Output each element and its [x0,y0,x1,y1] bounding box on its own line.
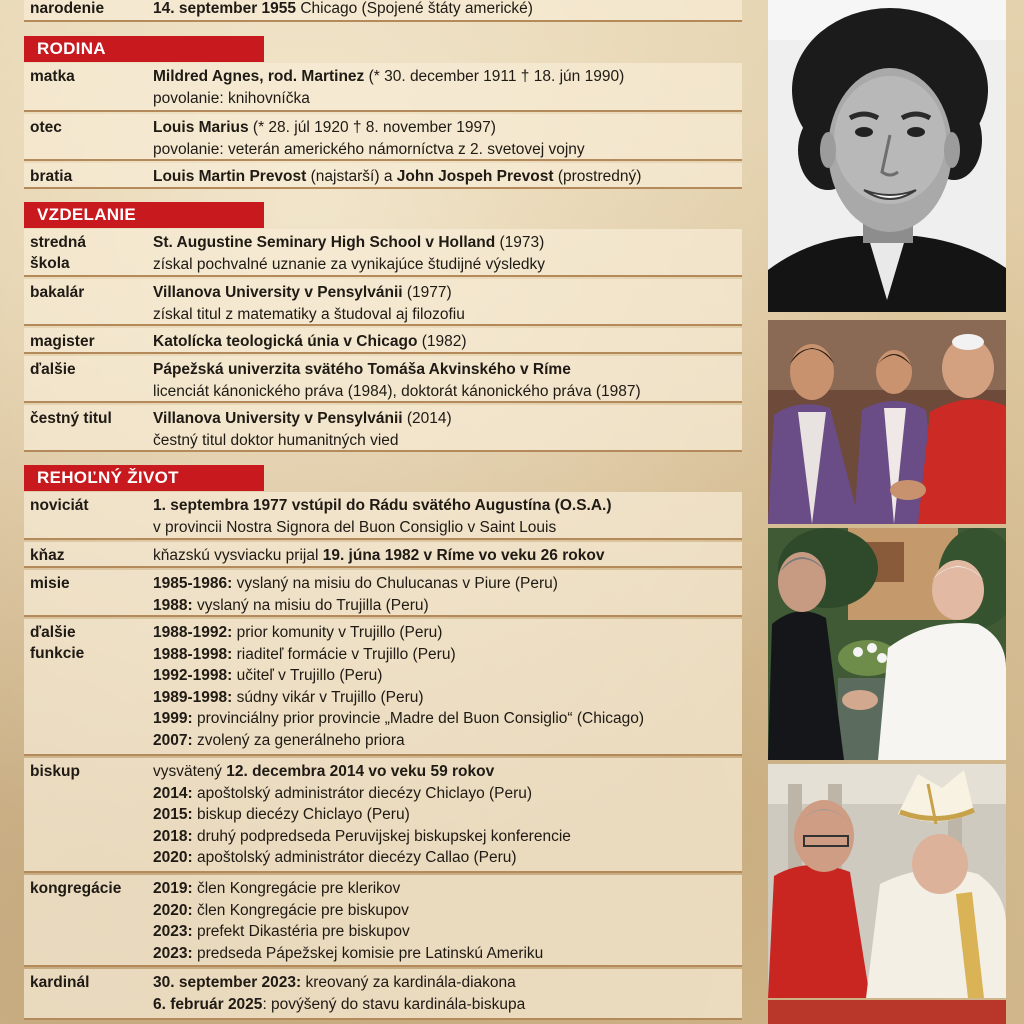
bishop-consecration: 12. decembra 2014 vo veku 59 rokov [226,763,495,780]
functions-label-line1: ďalšie [30,624,76,641]
item-year: 2015: [153,806,193,823]
religious-row-congregations [24,875,742,967]
honorary-year: (2014) [402,410,452,427]
education-row-honorary [24,405,742,452]
list-item [153,687,739,709]
item-text: kreovaný za kardinála-diakona [301,974,516,991]
list-item [153,943,739,965]
item-year: 2019: [153,880,193,897]
item-year: 2014: [153,784,193,802]
cardinal-value [153,972,739,1015]
item-text: člen Kongregácie pre klerikov [192,880,401,897]
item-text: provinciálny prior provincie „Madre del Buon Consiglio“ (Chicago) [192,710,645,727]
master-value [153,331,739,353]
religious-row-missions [24,570,742,617]
brothers-label: bratia [30,168,73,185]
priest-text: kňazskú vysviacku prijal [153,547,323,564]
list-item [153,730,739,752]
item-text: : povýšený do stavu kardinála-biskupa [262,995,526,1013]
family-row-mother [24,63,742,112]
meeting-photo-3 [768,764,1006,998]
brothers-note: (prostredný) [553,168,642,185]
item-text: zvolený za generálneho priora [192,731,405,749]
item-year: 1992-1998: [153,667,233,684]
highschool-name: St. Augustine Seminary High School v Holland [153,234,496,251]
mother-job: povolanie: knihovníčka [153,89,310,107]
section-heading-religious-life: REHOĽNÝ ŽIVOT [24,465,264,491]
honorary-name: Villanova University v Pensylvánii [153,410,403,427]
item-text: súdny vikár v Trujillo (Peru) [232,688,424,706]
item-year: 2023: [153,944,193,962]
bishop-label: biskup [30,763,80,780]
item-year: 2020: [153,849,193,866]
bishop-text: vysvätený [153,763,227,780]
item-text: prefekt Dikastéria pre biskupov [192,923,410,940]
highschool-label [30,232,148,274]
item-year: 1988-1998: [153,645,233,663]
further-note: licenciát kánonického práva (1984), doktorát kánonického práva (1987) [153,382,641,400]
bishop-value [153,761,739,869]
item-year: 1988-1992: [153,624,233,641]
congregations-label: kongregácie [30,880,122,897]
priest-value [153,545,739,567]
birth-date: 14. september 1955 [153,0,297,17]
list-item [153,644,739,666]
meeting-photo-1 [768,320,1006,524]
item-text: vyslaný na misiu do Trujilla (Peru) [192,596,429,614]
section-heading-family: RODINA [24,36,264,62]
education-row-master [24,328,742,354]
item-text: člen Kongregácie pre biskupov [192,901,409,919]
item-year: 1985-1986: [153,575,233,592]
bottom-photo-strip [768,1000,1006,1024]
honorary-value [153,408,739,451]
item-year: 2018: [153,827,193,845]
list-item [153,595,739,617]
religious-row-novitiate [24,492,742,540]
highschool-value [153,232,739,275]
bachelor-year: (1977) [402,284,452,301]
mother-dates: (* 30. december 1911 † 18. jún 1990) [364,68,625,85]
item-year: 2020: [153,901,193,919]
highschool-year: (1973) [495,234,545,251]
list-item [153,665,739,687]
list-item [153,972,739,994]
mother-label: matka [30,68,75,85]
bachelor-label: bakalár [30,284,85,301]
father-dates: (* 28. júl 1920 † 8. november 1997) [248,119,496,136]
congregations-value [153,878,739,964]
mother-name: Mildred Agnes, rod. Martinez [153,68,365,85]
father-value [153,117,739,160]
birth-label: narodenie [30,0,105,17]
honorary-note: čestný titul doktor humanitných vied [153,431,399,449]
list-item [153,878,739,900]
list-item [153,900,739,922]
item-year: 1988: [153,596,193,614]
item-text: učiteľ v Trujillo (Peru) [232,667,383,684]
religious-row-bishop [24,758,742,873]
master-year: (1982) [417,333,467,350]
item-text: apoštolský administrátor diecézy Chiclayo (Peru) [192,784,533,802]
list-item [153,573,739,595]
functions-label-line2: funkcie [30,645,85,662]
meeting-photo-2 [768,528,1006,760]
highschool-label-line2: škola [30,255,70,272]
section-heading-education: VZDELANIE [24,202,264,228]
cardinal-label: kardinál [30,974,90,991]
priest-ordination: 19. júna 1982 v Ríme vo veku 26 rokov [322,547,605,564]
list-item [153,994,739,1016]
honorary-label: čestný titul [30,410,112,427]
highschool-label-line1: stredná [30,234,86,251]
list-item [153,622,739,644]
mother-value [153,66,739,109]
religious-row-priest [24,542,742,568]
novitiate-label: noviciát [30,497,89,514]
family-row-brothers [24,163,742,189]
item-text: predseda Pápežskej komisie pre Latinskú Ameriku [192,944,544,962]
religious-row-cardinal [24,969,742,1020]
brother-1-name: Louis Martin Prevost [153,168,307,185]
item-year: 30. september 2023: [153,974,302,991]
birth-value [153,0,739,20]
novitiate-line1: 1. septembra 1977 vstúpil do Rádu svätého Augustína (O.S.A.) [153,497,612,514]
brother-2-name: John Jospeh Prevost [396,168,554,185]
bachelor-name: Villanova University v Pensylvánii [153,284,403,301]
highschool-note: získal pochvalné uznanie za vynikajúce študijné výsledky [153,255,546,273]
further-value [153,359,739,402]
brothers-value [153,166,739,188]
functions-value [153,622,739,751]
item-text: biskup diecézy Chiclayo (Peru) [192,806,410,823]
education-row-highschool [24,229,742,277]
birth-row [24,0,742,22]
further-label: ďalšie [30,361,76,378]
photo-column [768,0,1006,1024]
education-row-further [24,356,742,403]
item-year: 1999: [153,710,193,727]
master-name: Katolícka teologická únia v Chicago [153,333,418,350]
item-year: 6. február 2025 [153,995,263,1013]
family-row-father [24,114,742,161]
list-item [153,783,739,805]
education-row-bachelor [24,279,742,326]
bachelor-note: získal titul z matematiky a študoval aj filozofiu [153,305,465,323]
item-text: vyslaný na misiu do Chulucanas v Piure (Peru) [232,575,558,592]
missions-label: misie [30,575,70,592]
novitiate-value [153,495,739,538]
father-label: otec [30,119,62,136]
item-text: apoštolský administrátor diecézy Callao (Peru) [192,849,517,866]
functions-label [30,622,148,664]
item-year: 2023: [153,923,193,940]
list-item [153,826,739,848]
master-label: magister [30,333,95,350]
novitiate-line2: v provincii Nostra Signora del Buon Consiglio v Saint Louis [153,518,557,536]
list-item [153,804,739,826]
brothers-connector: (najstarší) a [306,168,397,185]
list-item [153,708,739,730]
religious-row-functions [24,619,742,756]
item-text: riaditeľ formácie v Trujillo (Peru) [232,645,456,663]
item-year: 1989-1998: [153,688,233,706]
father-job: povolanie: veterán amerického námorníctva z 2. svetovej vojny [153,140,585,158]
list-item [153,921,739,943]
birth-place: Chicago (Spojené štáty americké) [296,0,533,17]
item-year: 2007: [153,731,193,749]
item-text: prior komunity v Trujillo (Peru) [232,624,443,641]
portrait-photo [768,0,1006,312]
bachelor-value [153,282,739,325]
priest-label: kňaz [30,547,65,564]
list-item [153,847,739,869]
missions-value [153,573,739,616]
item-text: druhý podpredseda Peruvijskej biskupskej konferencie [192,827,571,845]
father-name: Louis Marius [153,119,249,136]
further-name: Pápežská univerzita svätého Tomáša Akvinského v Ríme [153,361,571,378]
